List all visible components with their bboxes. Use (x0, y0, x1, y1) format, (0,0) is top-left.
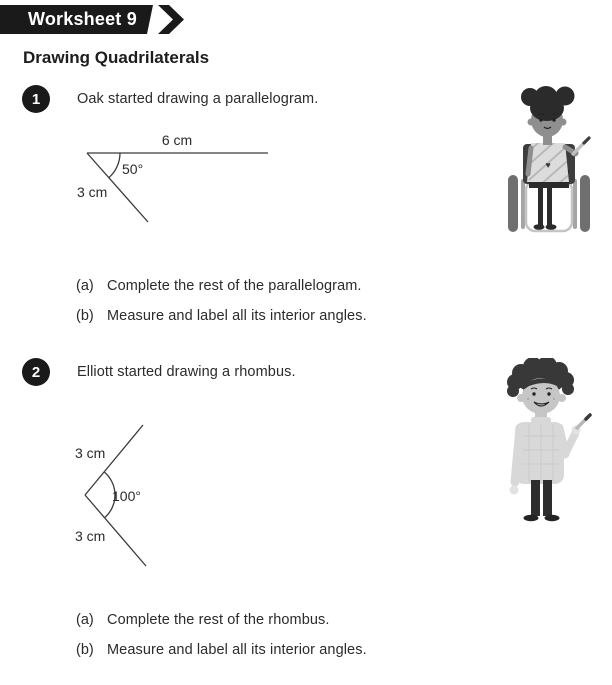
q1-part-b-label: (b) (76, 308, 94, 324)
hand (510, 486, 519, 495)
q1-part-a-label: (a) (76, 278, 94, 294)
q1-part-a-text: Complete the rest of the parallelogram. (107, 278, 362, 294)
eye (539, 118, 542, 121)
shoe (524, 515, 539, 521)
wheel-left-inner (521, 179, 525, 229)
arm-left (515, 428, 520, 482)
worksheet-banner (0, 5, 190, 34)
pencil-tip (586, 415, 590, 419)
wheel-right (580, 175, 590, 232)
shoe (546, 224, 557, 230)
leg (531, 480, 540, 516)
q1-part-b-text: Measure and label all its interior angles. (107, 308, 367, 324)
question-2-number-badge (22, 358, 50, 386)
angle-label: 100° (112, 488, 141, 504)
rhombus-diagram (58, 413, 193, 573)
question-number: 2 (31, 363, 41, 381)
q2-part-b-label: (b) (76, 642, 94, 658)
question-1-number-badge (22, 85, 50, 113)
angle-label: 50° (122, 161, 144, 177)
boy-illustration (497, 358, 592, 528)
q2-part-a-text: Complete the rest of the rhombus. (107, 612, 330, 628)
question-1-prompt: Oak started drawing a parallelogram. (77, 91, 319, 107)
base-length-label: 6 cm (161, 132, 193, 148)
freckle (553, 398, 555, 400)
leg (547, 185, 552, 225)
arm-right-forearm (565, 434, 575, 454)
shoe (534, 224, 545, 230)
leg (538, 185, 543, 225)
question-number: 1 (31, 90, 41, 108)
parallelogram-diagram (58, 124, 278, 229)
wheel-left (508, 175, 518, 232)
shoe (545, 515, 560, 521)
hair-puff-right (556, 87, 575, 106)
freckle (527, 398, 529, 400)
arm-left (528, 148, 531, 174)
q2-part-b-text: Measure and label all its interior angles. (107, 642, 367, 658)
pencil-tip (584, 138, 589, 143)
side-length-label: 3 cm (77, 184, 108, 200)
bottom-length-label: 3 cm (75, 528, 106, 544)
chevron-right-icon (158, 5, 184, 34)
question-2-prompt: Elliott started drawing a rhombus. (77, 364, 296, 380)
eye (552, 118, 555, 121)
top-length-label: 3 cm (75, 445, 106, 461)
hair-puff-left (521, 88, 539, 106)
girl-in-wheelchair-illustration (495, 86, 603, 234)
page-title: Drawing Quadrilaterals (23, 48, 210, 67)
heart-icon: ♥ (545, 160, 551, 170)
wheel-right-inner (573, 179, 577, 229)
leg (543, 480, 552, 516)
angle-arc (109, 153, 120, 178)
eye (532, 392, 535, 395)
worksheet-title: Worksheet 9 (28, 9, 137, 29)
eye (547, 392, 550, 395)
q2-part-a-label: (a) (76, 612, 94, 628)
